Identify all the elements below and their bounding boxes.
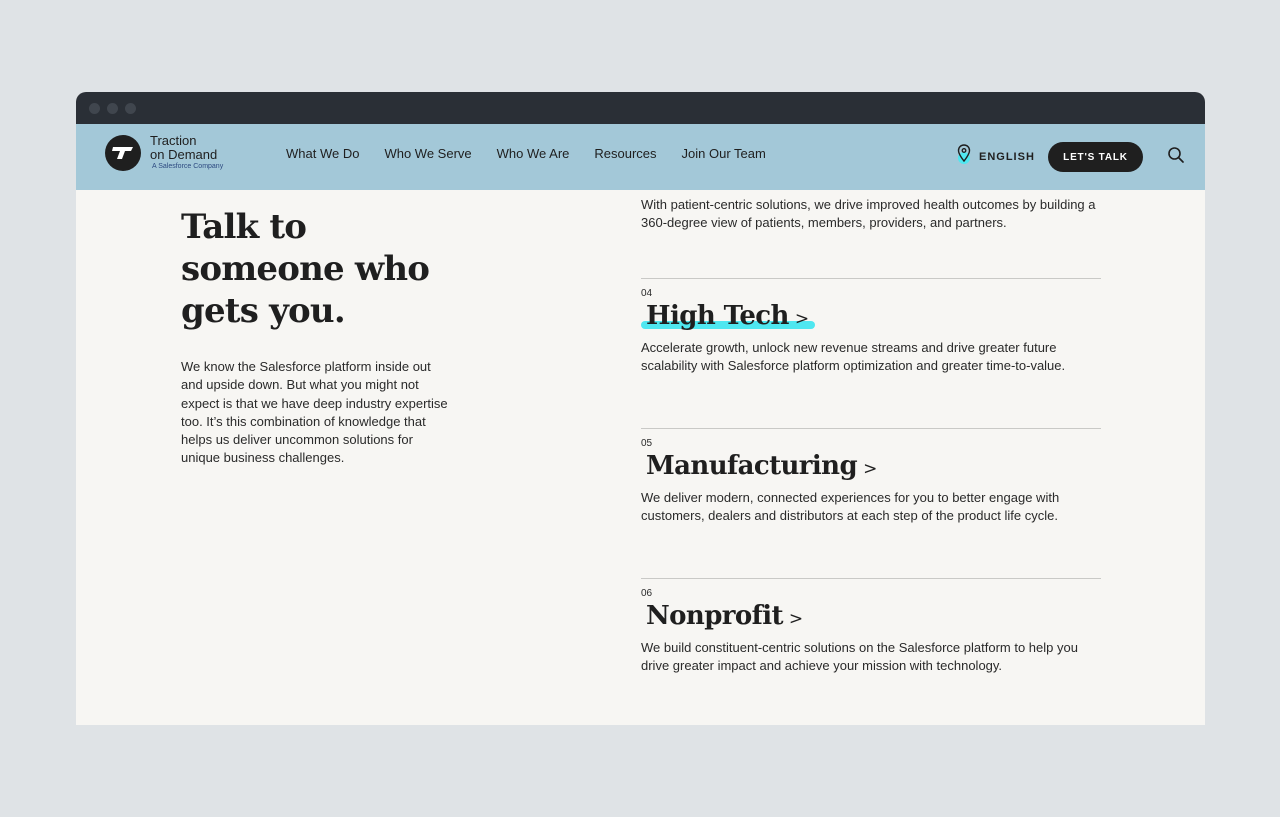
brand-tagline: A Salesforce Company	[152, 163, 224, 170]
nav-resources[interactable]: Resources	[594, 146, 657, 161]
industry-item-manufacturing	[641, 428, 1101, 526]
industry-description: Accelerate growth, unlock new revenue streams and drive greater future scalability with Salesforce platform optimization and greater time-to-value.	[641, 340, 1066, 374]
industry-number: 04	[641, 288, 653, 299]
industry-title: Manufacturing	[646, 451, 858, 481]
hero-body: We know the Salesforce platform inside out and upside down. But what you might not expect is that we have deep industry expertise too. It’s this combination of knowledge that helps us deliver uncommon solutions for unique business challenges.	[181, 359, 448, 466]
brand-name-line2: on Demand	[150, 147, 218, 162]
window-titlebar	[76, 92, 1205, 124]
location-pin-icon	[957, 144, 973, 170]
industry-item-high-tech	[641, 278, 1101, 376]
window-maximize-dot[interactable]	[125, 103, 136, 114]
main-content	[76, 190, 1205, 725]
hero-title: Talk to someone who gets you.	[181, 207, 430, 331]
chevron-right-icon: >	[863, 459, 878, 479]
industry-title: Nonprofit	[646, 601, 783, 631]
language-selector[interactable]	[957, 144, 1035, 170]
chevron-right-icon: >	[794, 309, 810, 329]
brand-logo[interactable]	[105, 134, 223, 172]
browser-window	[76, 92, 1205, 725]
window-minimize-dot[interactable]	[107, 103, 118, 114]
industry-description: We build constituent-centric solutions on the Salesforce platform to help you drive greater impact and achieve your mission with technology.	[641, 640, 1078, 674]
industry-link-manufacturing[interactable]	[646, 449, 877, 483]
brand-name-line1: Traction	[150, 133, 197, 148]
industry-link-nonprofit[interactable]	[646, 599, 803, 633]
nav-what-we-do[interactable]: What We Do	[286, 146, 360, 161]
industry-title: High Tech	[646, 301, 789, 331]
nav-who-we-serve[interactable]: Who We Serve	[384, 146, 472, 161]
window-close-dot[interactable]	[89, 103, 100, 114]
language-label: ENGLISH	[979, 151, 1035, 163]
chevron-right-icon: >	[788, 609, 804, 629]
industry-number: 06	[641, 588, 653, 599]
industry-number: 05	[641, 438, 653, 449]
traction-logo-icon	[105, 135, 141, 171]
search-icon[interactable]	[1167, 146, 1185, 164]
main-nav	[286, 146, 766, 161]
divider	[641, 428, 1101, 429]
nav-who-we-are[interactable]: Who We Are	[496, 146, 570, 161]
healthcare-description: With patient-centric solutions, we drive improved health outcomes by building a 360-degree view of patients, members, providers, and partners.	[641, 197, 1096, 231]
industry-item-nonprofit	[641, 578, 1101, 676]
nav-join-our-team[interactable]: Join Our Team	[681, 146, 766, 161]
divider	[641, 578, 1101, 579]
divider	[641, 278, 1101, 279]
lets-talk-button[interactable]: LET'S TALK	[1048, 142, 1143, 172]
industry-link-high-tech[interactable]	[646, 299, 809, 333]
site-header	[76, 124, 1205, 190]
industry-description: We deliver modern, connected experiences for you to better engage with customers, dealers and distributors at each step of the product life cycle.	[641, 490, 1060, 524]
